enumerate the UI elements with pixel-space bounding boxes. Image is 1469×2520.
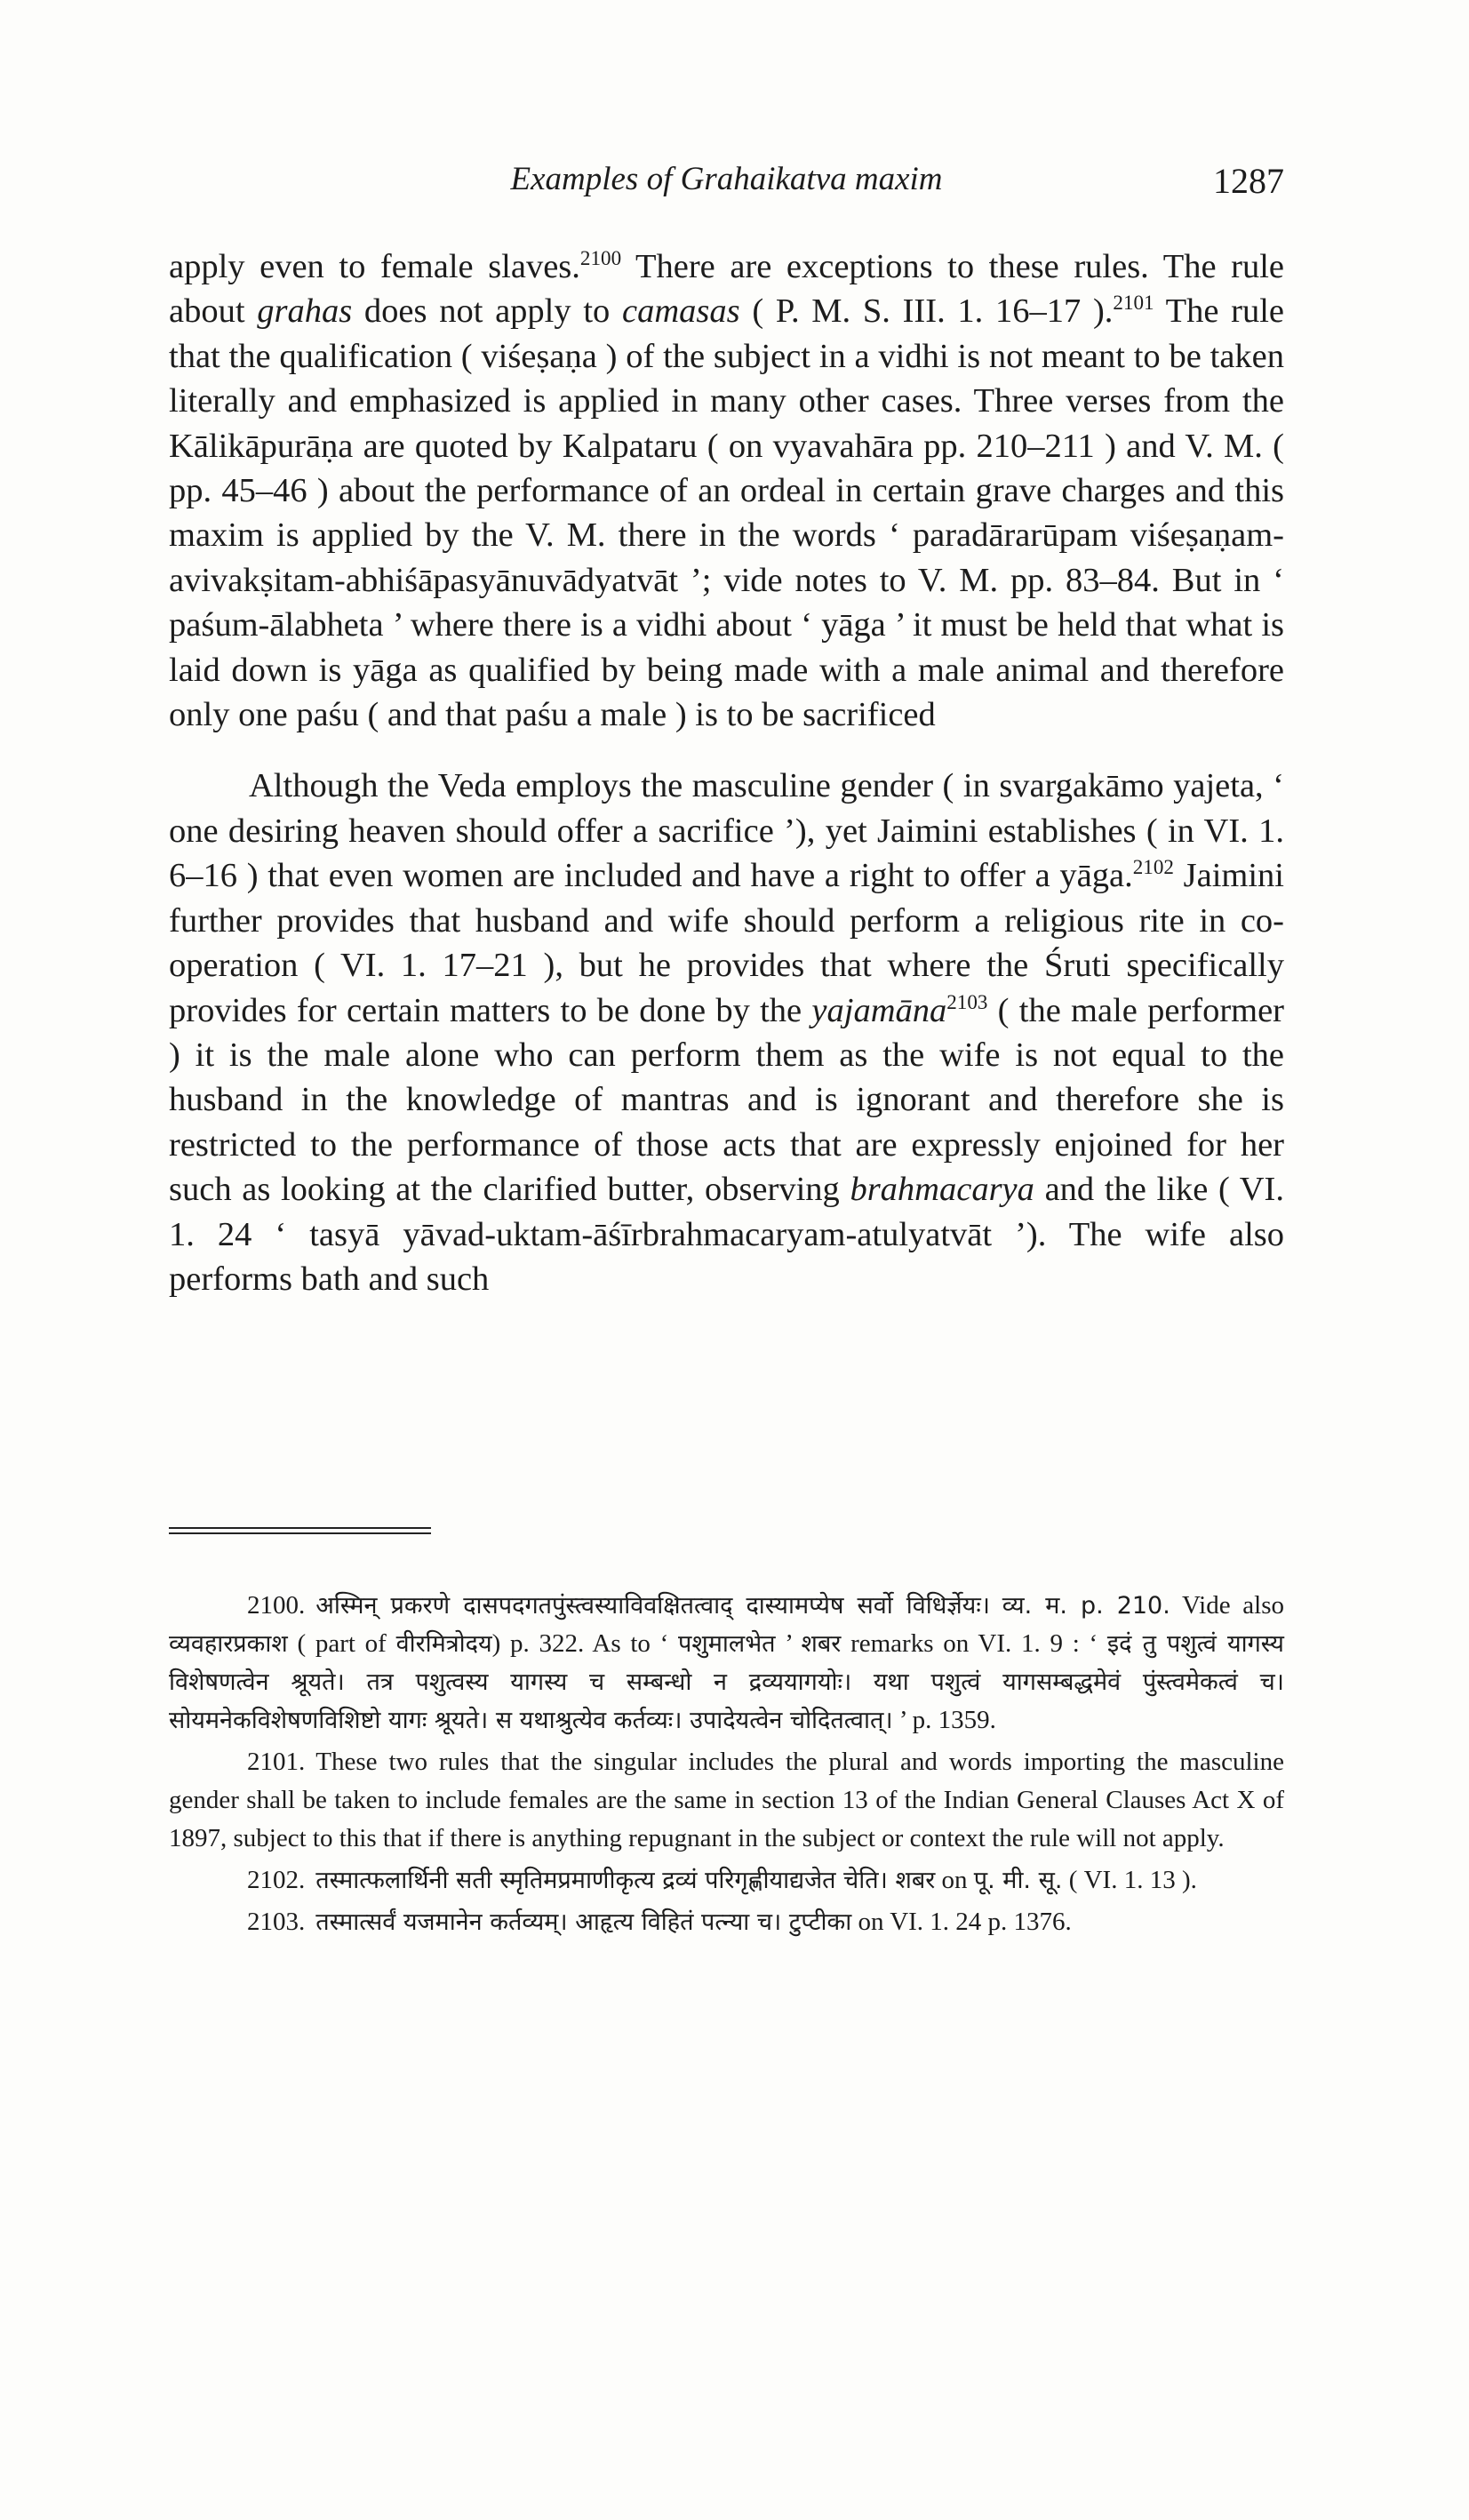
- para1-text-2: There are exceptions to these rules. The rule about: [169, 248, 1284, 331]
- footnote-text: ( VI. 1. 13 ).: [1062, 1866, 1197, 1894]
- running-title: Examples of Grahaikatva maxim: [510, 161, 943, 197]
- footnote-text: ’ p. 1359.: [892, 1706, 996, 1734]
- footnote-devanagari: वीरमित्रोदय: [395, 1630, 492, 1658]
- footnote-separator: [169, 1527, 431, 1538]
- footnote-devanagari: पशुमालभेत: [678, 1630, 776, 1658]
- footnote-ref-2100: 2100: [579, 246, 622, 270]
- footnote-number: 2103.: [247, 1908, 306, 1936]
- footnote-2100: [169, 1587, 1284, 1740]
- footnote-ref-2101: 2101: [1113, 291, 1154, 315]
- footnote-ref-2103: 2103: [946, 989, 988, 1013]
- para2-text-1: Although the Veda employs the masculine gender ( in svargakāmo yajeta, ‘ one desiring heaven should offer a sacrifice ’), yet Jaimini establishes ( in VI. 1. 6–16 ) that even women are included and have a right to offer a yāga.: [169, 767, 1284, 895]
- para1-text-3: does not apply to: [352, 292, 622, 331]
- footnote-devanagari: इदं तु पशुत्वं यागस्य विशेषणत्वेन श्रूयते। तत्र पशुत्वस्य यागस्य च सम्बन्धो न द्रव्ययागयोः। यथा पशुत्वं यागसम्बद्धमेवं पुंस्त्वमेकत्वं च। सोयमनेकविशेषणविशिष्टो यागः श्रूयते। स यथाश्रुत्येव कर्तव्यः। उपादेयत्वेन चोदितत्वात्।: [169, 1630, 1284, 1734]
- footnote-number: 2102.: [247, 1866, 306, 1894]
- para2-italic-yajamana: yajamāna: [811, 991, 947, 1029]
- paragraph-2: [169, 764, 1284, 1301]
- para1-text-1: apply even to female slaves.: [169, 248, 580, 285]
- footnote-text: ’: [775, 1629, 802, 1658]
- footnote-text: These two rules that the singular includes the plural and words importing the masculine gender shall be taken to include females are the same in section 13 of the Indian General Clauses Act X of 1897, subject to this that if there is anything repugnant in the subject or context the rule will not apply.: [169, 1748, 1284, 1852]
- para1-italic-grahas: grahas: [257, 292, 353, 331]
- page-number: 1287: [1213, 161, 1284, 201]
- footnote-2103: [169, 1903, 1284, 1941]
- paragraph-1: [169, 244, 1284, 737]
- footnote-devanagari: पू. मी. सू.: [973, 1867, 1063, 1894]
- footnote-number: 2100.: [247, 1591, 306, 1620]
- footnote-text: ( part of: [287, 1629, 396, 1658]
- footnotes: [169, 1587, 1284, 1945]
- footnote-devanagari: तस्मात्फलार्थिनी सती स्मृतिमप्रमाणीकृत्य द्रव्यं परिगृह्णीयाद्यजेत चेति। शबर: [315, 1867, 936, 1894]
- footnote-number: 2101.: [247, 1748, 306, 1776]
- footnote-text: ) p. 322. As to ‘: [491, 1629, 679, 1658]
- para2-text-4: and the like ( VI. 1. 24 ‘ tasyā yāvad-uktam-āśīrbrahmacaryam-atulyatvāt ’). The wife also performs bath and such: [169, 1171, 1284, 1298]
- footnote-devanagari: अस्मिन् प्रकरणे दासपदगतपुंस्त्वस्याविवक्षितत्वाद् दास्यामप्येष सर्वो विधिर्ज्ञेयः।: [315, 1592, 991, 1620]
- para2-text-3: ( the male performer ) it is the male alone who can perform them as the wife is not equal to the husband in the knowledge of mantras and is ignorant and therefore she is restricted to the performance of those acts that are expressly enjoined for her such as looking at the clarified butter, observing: [169, 991, 1284, 1209]
- para2-text-2: Jaimini further provides that husband and wife should perform a religious rite in co-operation ( VI. 1. 17–21 ), but he provides that where the Śruti specifically provides for certain matters to be done by the: [169, 857, 1284, 1029]
- footnote-devanagari: व्यवहारप्रकाश: [169, 1630, 288, 1658]
- para1-text-4: ( P. M. S. III. 1. 16–17 ).: [739, 292, 1114, 331]
- separator-line-1: [169, 1527, 431, 1529]
- page-header: [169, 160, 1284, 213]
- para1-text-5: The rule that the qualification ( viśeṣaṇa ) of the subject in a vidhi is not meant to be taken literally and emphasized is applied in many other cases. Three verses from the Kālikāpurāṇa are quoted by Kalpataru ( on vyavahāra pp. 210–211 ) and V. M. ( pp. 45–46 ) about the performance of an ordeal in certain grave charges and this maxim is applied by the V. M. there in the words ‘ paradārarūpam viśeṣaṇam-avivakṣitam-abhiśāpasyānuvādyatvāt ’; vide notes to V. M. pp. 83–84. But in ‘ paśum-ālabheta ’ where there is a vidhi about ‘ yāga ’ it must be held that what is laid down is yāga as qualified by being made with a male animal and therefore only one paśu ( and that paśu a male ) is to be sacrificed: [169, 292, 1285, 734]
- para1-italic-camasas: camasas: [622, 292, 740, 331]
- footnote-text: Vide also: [1170, 1591, 1285, 1620]
- footnote-ref-2102: 2102: [1132, 855, 1174, 879]
- footnote-2101: [169, 1743, 1284, 1858]
- footnote-devanagari: शबर: [801, 1630, 842, 1658]
- footnote-text: remarks on VI. 1. 9 : ‘: [841, 1629, 1107, 1658]
- separator-line-2: [169, 1532, 431, 1534]
- footnote-text: on VI. 1. 24 p. 1376.: [851, 1908, 1072, 1936]
- footnote-2102: [169, 1861, 1284, 1900]
- footnote-devanagari: तस्मात्सर्वं यजमानेन कर्तव्यम्। आहृत्य विहितं पत्न्या च। टुप्टीका: [315, 1908, 852, 1936]
- footnote-text: on: [935, 1866, 974, 1894]
- body-text: [169, 244, 1284, 1301]
- para2-italic-brahmacarya: brahmacarya: [850, 1171, 1034, 1209]
- footnote-devanagari: व्य. म. p. 210.: [1002, 1592, 1170, 1620]
